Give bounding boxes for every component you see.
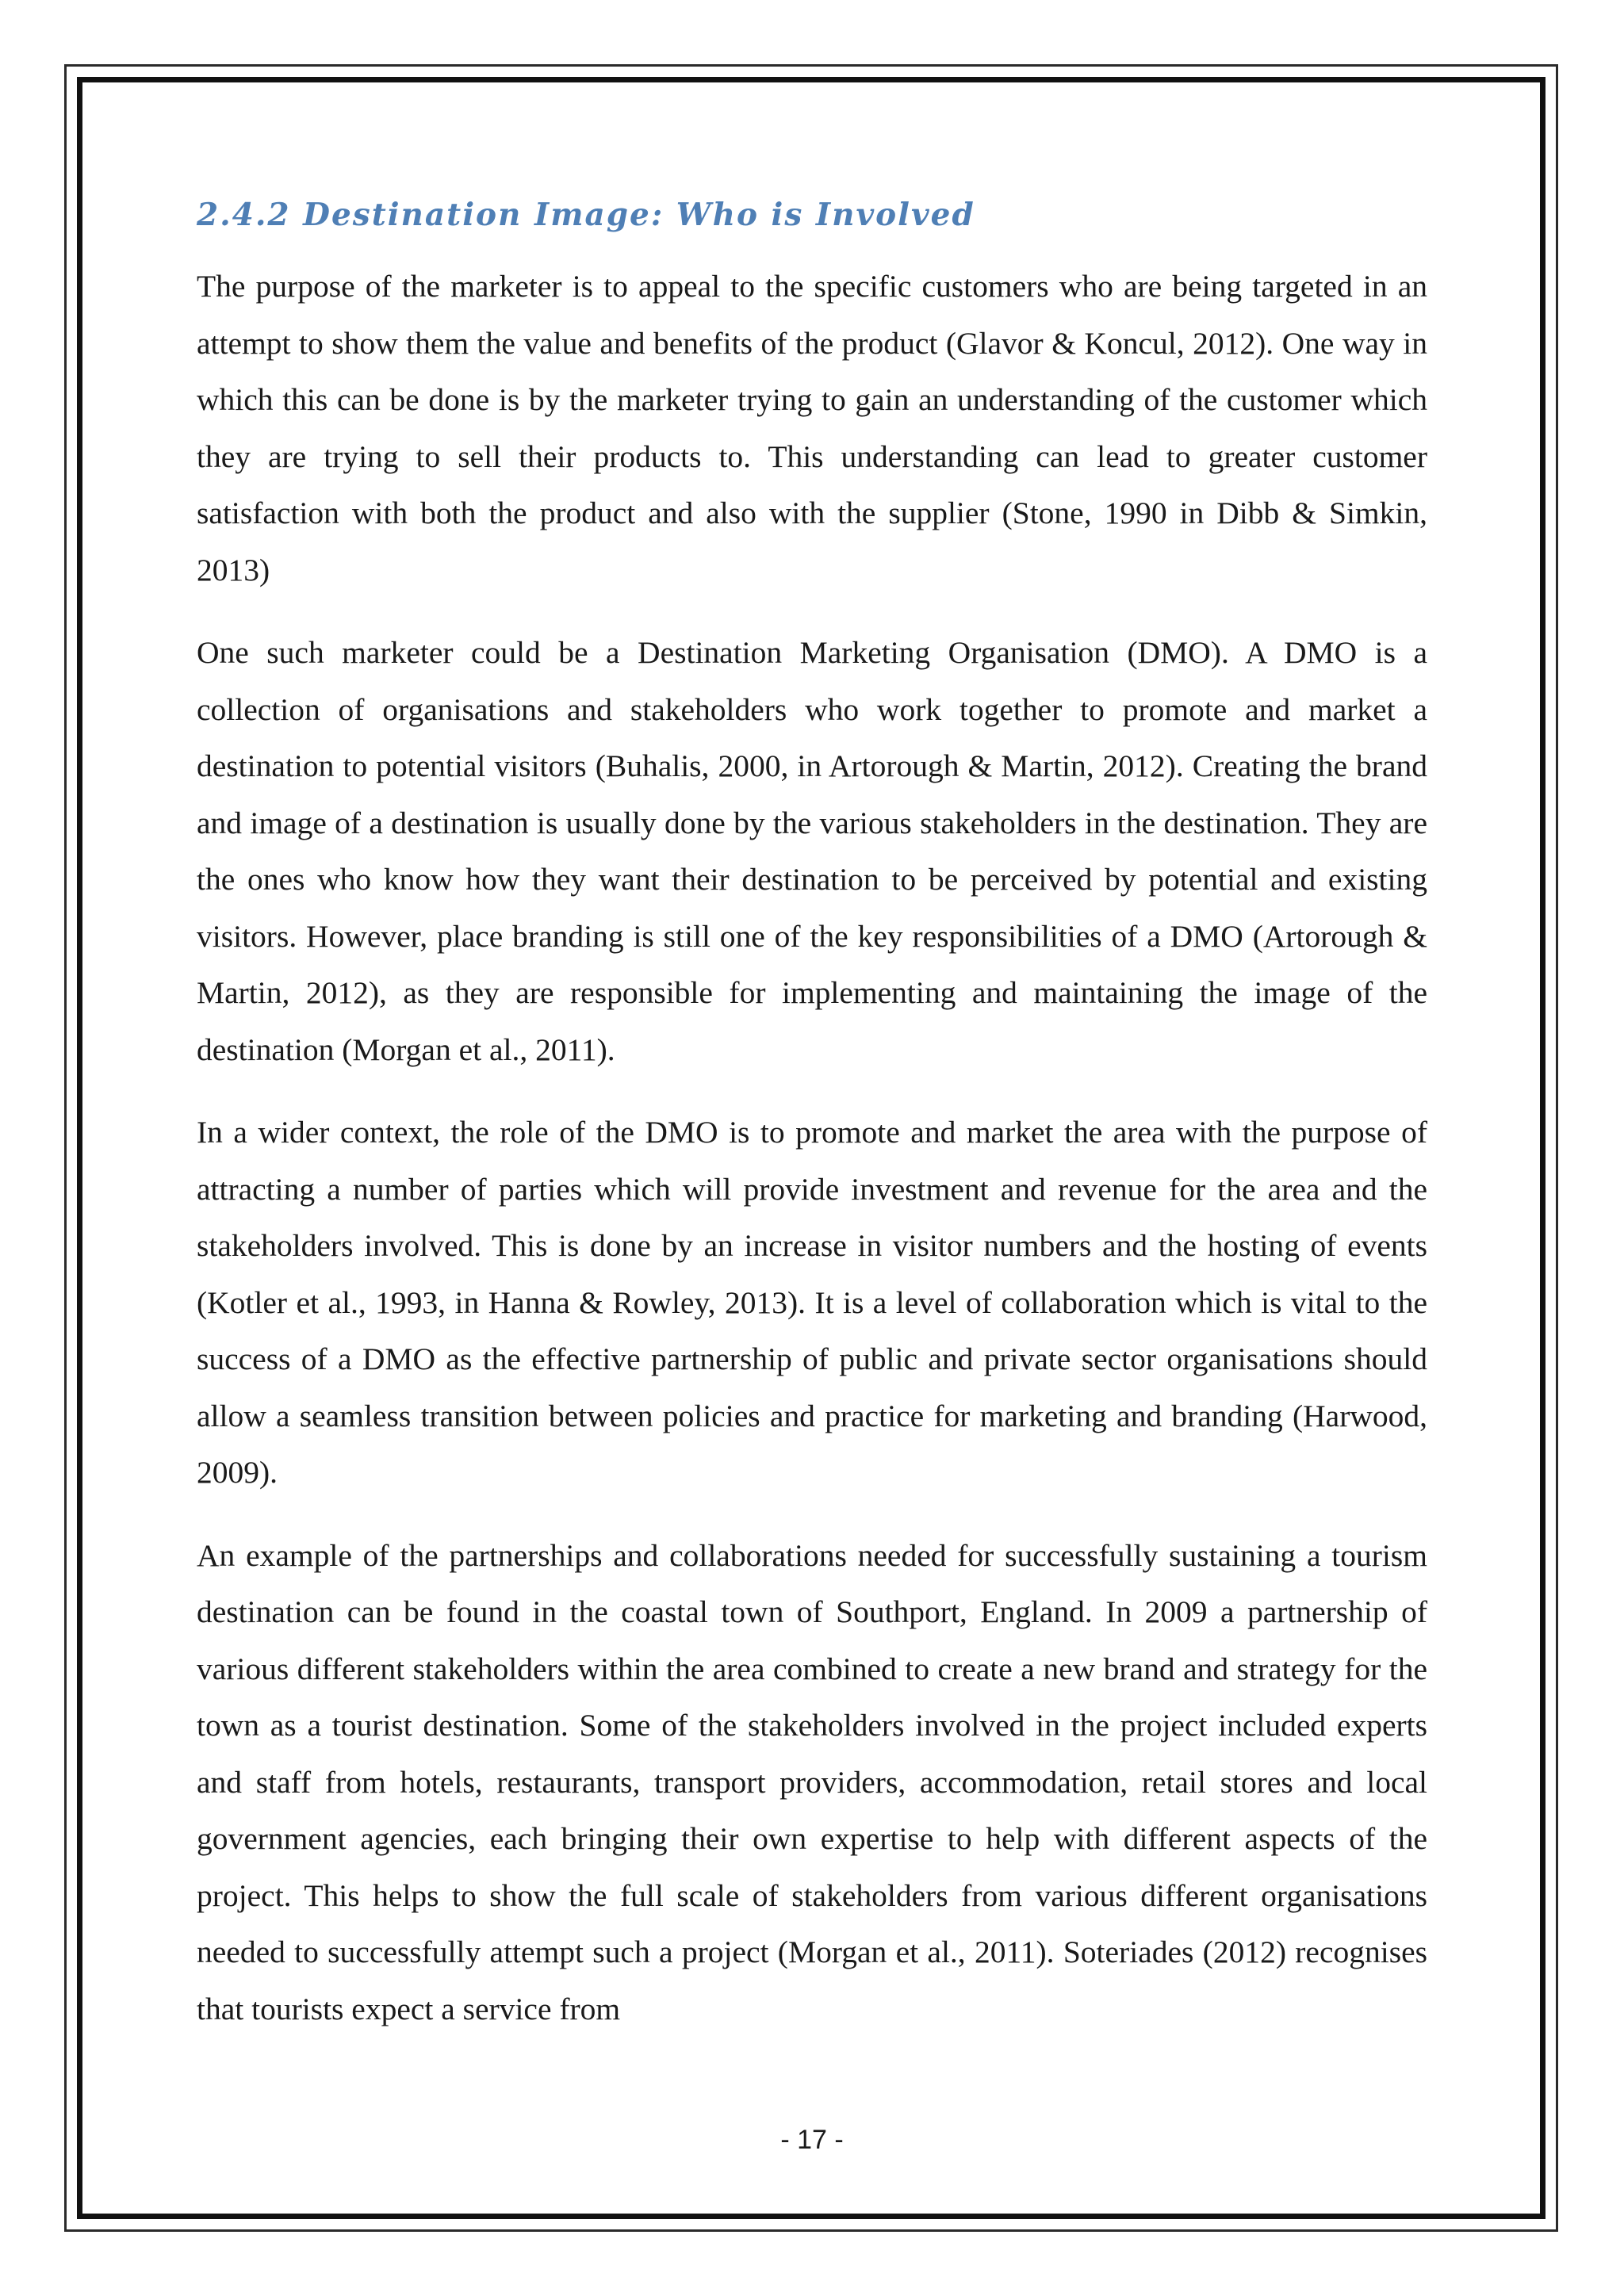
page-number: - 17 - xyxy=(780,2125,844,2155)
paragraph-2: One such marketer could be a Destination Marketing Organisation (DMO). A DMO is a collection of organisations and stakeholders who work together to promote and market a destination to potential visitors (Buhalis, 2000, in Artorough & Martin, 2012). Creating the brand and image of a destination is usually done by the various stakeholders in the destination. They are the ones who know how they want their destination to be perceived by potential and existing visitors. However, place branding is still one of the key responsibilities of a DMO (Artorough & Martin, 2012), as they are responsible for implementing and maintaining the image of the destination (Morgan et al., 2011). xyxy=(197,635,1427,1067)
paragraph-4: An example of the partnerships and collaborations needed for successfully sustaining a tourism destination can be found in the coastal town of Southport, England. In 2009 a partnership of various different stakeholders within the area combined to create a new brand and strategy for the town as a tourist destination. Some of the stakeholders involved in the project included experts and staff from hotels, restaurants, transport providers, accommodation, retail stores and local government agencies, each bringing their own expertise to help with different aspects of the project. This helps to show the full scale of stakeholders from various different organisations needed to successfully attempt such a project (Morgan et al., 2011). Soteriades (2012) recognises that tourists expect a service from xyxy=(197,1537,1427,2026)
paragraph-1: The purpose of the marketer is to appeal to the specific customers who are being targeted in an attempt to show them the value and benefits of the product (Glavor & Koncul, 2012). One way in which this can be done is by the marketer trying to gain an understanding of the customer which they are trying to sell their products to. This understanding can lead to greater customer satisfaction with both the product and also with the supplier (Stone, 1990 in Dibb & Simkin, 2013) xyxy=(197,269,1427,587)
paragraph-3: In a wider context, the role of the DMO is to promote and market the area with the purpose of attracting a number of parties which will provide investment and revenue for the area and the stakeholders involved. This is done by an increase in visitor numbers and the hosting of events (Kotler et al., 1993, in Hanna & Rowley, 2013). It is a level of collaboration which is vital to the success of a DMO as the effective partnership of public and private sector organisations should allow a seamless transition between policies and practice for marketing and branding (Harwood, 2009). xyxy=(197,1115,1427,1490)
page-content xyxy=(197,189,1427,2064)
section-heading: 2.4.2 Destination Image: Who is Involved xyxy=(197,197,975,233)
